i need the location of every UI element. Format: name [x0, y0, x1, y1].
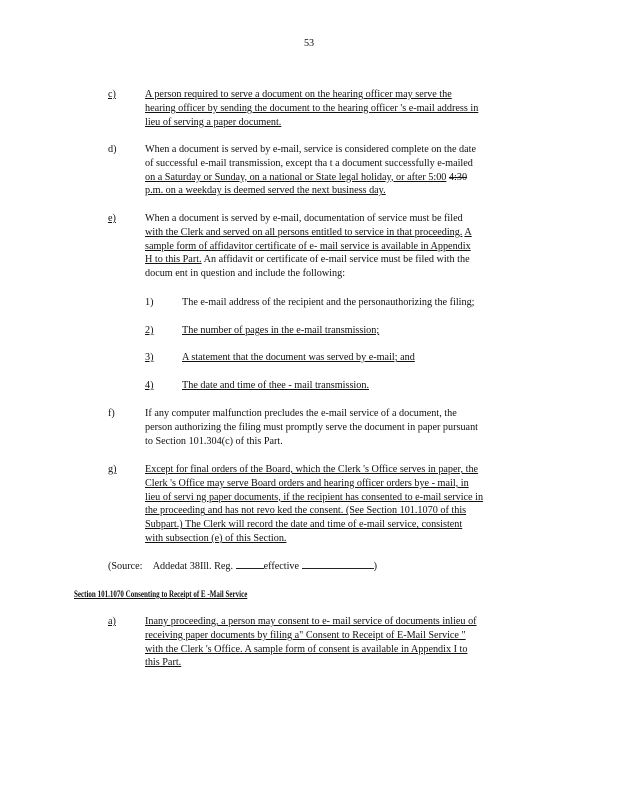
item-e-line-tail: A [464, 226, 472, 238]
blank-effective-date [302, 568, 374, 569]
item-d-text [145, 143, 538, 198]
item-g-line: with subsection (e) of this Section. [145, 532, 287, 544]
item-c-line: hearing officer by sending the document to the hearing officer 's e-mail address in [145, 102, 479, 114]
source-open: (Source: [108, 561, 143, 572]
item-a-line: this Part. [145, 657, 182, 669]
item-a-text [145, 615, 538, 670]
item-e-label: e) [108, 213, 116, 224]
item-g-line: Subpart.) The Clerk will record the date and time of e-mail service, consistent [145, 519, 463, 531]
item-d-line: p.m. on a weekday is deemed served the next business day. [145, 185, 386, 197]
item-d-line: on a Saturday or Sunday, on a national or State legal holiday, or after 5:00 [145, 171, 447, 183]
sub-item-text: The date and time of thee - mail transmission. [182, 380, 370, 391]
sub-item-number: 3) [145, 352, 154, 363]
item-g-line: the proceeding and has not revo ked the consent. (See Section 101.1070 of this [145, 505, 467, 517]
item-g-text [145, 463, 545, 546]
sub-item-number: 1) [145, 297, 154, 308]
item-d-label: d) [108, 144, 117, 155]
item-f-label: f) [108, 408, 115, 419]
item-a-line: with the Clerk 's Office. A sample form of consent is available in Appendix I to [145, 643, 468, 655]
source-text: Addedat 38Ill. Reg. [152, 561, 234, 572]
item-c-text [145, 88, 538, 129]
page-number: 53 [303, 37, 315, 49]
sub-item-number: 2) [145, 325, 154, 336]
sub-item-text: The e-mail address of the recipient and the personauthorizing the filing; [182, 297, 475, 308]
item-d-line: of successful e-mail transmission, except tha t a document successfully e-mailed [145, 157, 473, 169]
sub-item-number: 4) [145, 380, 154, 391]
item-c-line: A person required to serve a document on the hearing officer may serve the [145, 89, 452, 100]
item-a-line: Inany proceeding, a person may consent to e- mail service of documents inlieu of [145, 616, 477, 627]
item-g-line: Clerk 's Office may serve Board orders and hearing officer orders bye - mail, in [145, 477, 469, 489]
item-e-line: sample form of affidavitor certificate of e- mail service is available in Appendix [145, 240, 471, 252]
sub-item-text: A statement that the document was served by e-mail; and [182, 352, 415, 363]
item-e-line-tail: An affidavit or certificate of e-mail service must be filed with the [203, 254, 470, 266]
sub-item-text: The number of pages in the e-mail transmission; [182, 325, 380, 336]
item-a-line: receiving paper documents by filing a" Consent to Receipt of E-Mail Service " [145, 629, 466, 641]
source-note [108, 560, 377, 574]
source-close: ) [373, 561, 378, 572]
item-e-line: H to this Part. [145, 254, 202, 266]
blank-register-number [236, 568, 264, 569]
item-c-line: lieu of serving a paper document. [145, 116, 282, 128]
item-d-line: When a document is served by e-mail, service is considered complete on the date [145, 144, 476, 155]
item-a-label: a) [108, 616, 116, 627]
item-g-label: g) [108, 464, 117, 475]
item-f-text [145, 407, 538, 448]
item-e-line: with the Clerk and served on all persons entitled to service in that proceeding. [145, 226, 463, 238]
item-g-line: lieu of servi ng paper documents, if the recipient has consented to e-mail service in [145, 491, 484, 503]
struck-time: 4:30 [448, 171, 468, 183]
item-e-text [145, 212, 538, 281]
item-c-label: c) [108, 89, 116, 100]
item-f-line: to Section 101.304(c) of this Part. [145, 435, 283, 447]
item-e-line: docum ent in question and include the following: [145, 268, 346, 280]
section-heading: Section 101.1070 Consenting to Receipt of E -Mail Service [74, 589, 248, 599]
item-f-line: If any computer malfunction precludes the e-mail service of a document, the [145, 408, 457, 419]
item-f-line: person authorizing the filing must promptly serve the document in paper pursuant [145, 421, 478, 433]
source-effective: effective [263, 561, 300, 572]
item-e-line: When a document is served by e-mail, documentation of service must be filed [145, 213, 463, 224]
item-g-line: Except for final orders of the Board, which the Clerk 's Office serves in paper, the [145, 464, 479, 475]
